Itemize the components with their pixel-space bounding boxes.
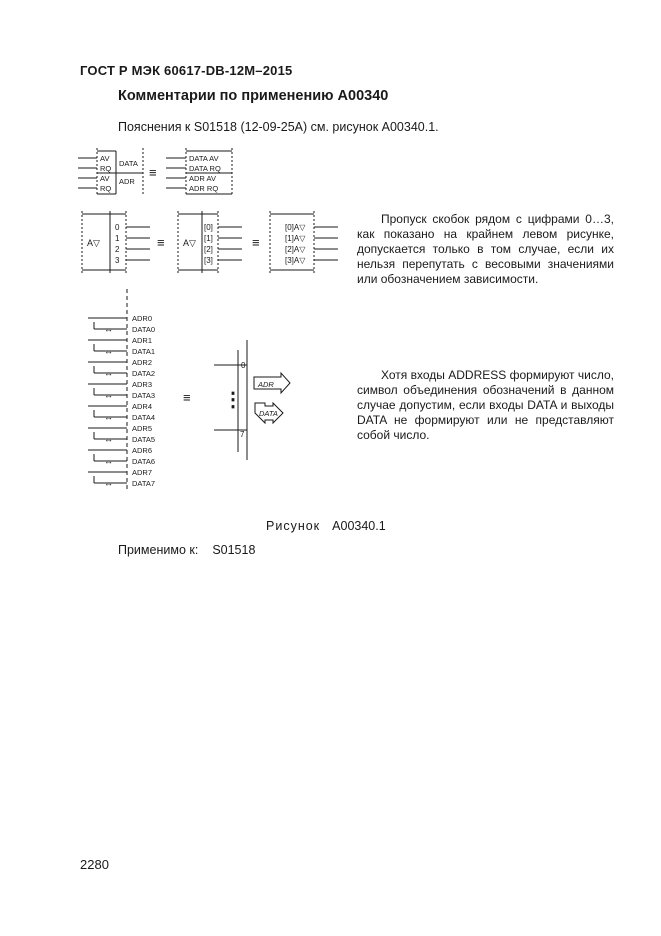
pin-label: ADR2	[132, 358, 153, 367]
bidirectional-arrow-icon: ↔	[104, 412, 113, 422]
pin-label: DATA2	[132, 369, 156, 378]
data-arrow-label: DATA	[259, 409, 278, 418]
d1-left-label: AV	[100, 174, 110, 183]
adr-arrow-label: ADR	[258, 380, 274, 389]
pin-label: ADR3	[132, 380, 153, 389]
d2-bracket-number: [1]	[204, 234, 213, 243]
bidirectional-arrow-icon: ↔	[104, 390, 113, 400]
bidirectional-arrow-icon: ↔	[104, 478, 113, 488]
pin-label: ADR7	[132, 468, 153, 477]
pin-label: ADR4	[132, 402, 153, 411]
bidirectional-arrow-icon: ↔	[104, 324, 113, 334]
figure-caption	[266, 519, 386, 533]
d2-suffixed-output: [1]A▽	[285, 234, 306, 243]
bidirectional-arrow-icon: ↔	[104, 456, 113, 466]
applies-label: Применимо к:	[118, 543, 199, 557]
d1-left-label: AV	[100, 154, 110, 163]
d1-left-label: RQ	[100, 164, 112, 173]
d2-number: 2	[115, 245, 120, 254]
standard-header: ГОСТ Р МЭК 60617-DB-12M–2015	[80, 63, 293, 78]
section-title: Комментарии по применению А00340	[118, 88, 389, 104]
d3-bus-first: 0	[241, 361, 246, 370]
d1-group-label: ADR	[119, 177, 135, 186]
explanation-paragraph-2: Хотя входы ADDRESS формируют число, символ объединения обозначений в данном случае допустим, если входы DATA и выходы DATA не формируют или не представляют собой число.	[357, 368, 614, 442]
d2-bracket-number: [0]	[204, 223, 213, 232]
pin-label: DATA0	[132, 325, 156, 334]
d3-bus-last: 7	[240, 430, 245, 439]
figure-number: А00340.1	[332, 519, 386, 533]
explanation-paragraph-1: Пропуск скобок рядом с цифрами 0…3, как показано на крайнем левом рисунке, допускается только в том случае, если их нельзя перепутать с весовыми значениями или обозначением зависимости.	[357, 212, 614, 286]
d1-right-label: DATA RQ	[189, 164, 221, 173]
d1-left-label: RQ	[100, 184, 112, 193]
pin-label: DATA6	[132, 457, 156, 466]
page-number: 2280	[80, 857, 109, 872]
d2-prefix: A▽	[183, 238, 196, 248]
pin-label: ADR1	[132, 336, 153, 345]
d2-suffixed-output: [3]A▽	[285, 256, 306, 265]
d2-bracket-number: [3]	[204, 256, 213, 265]
applies-to	[118, 543, 255, 557]
d2-suffixed-output: [2]A▽	[285, 245, 306, 254]
figure-label: Рисунок	[266, 519, 321, 533]
d2-equivalence: ≡	[252, 235, 260, 250]
pin-label: DATA3	[132, 391, 156, 400]
pin-label: ADR0	[132, 314, 153, 323]
bidirectional-arrow-icon: ↔	[104, 368, 113, 378]
d1-right-label: ADR AV	[189, 174, 216, 183]
pin-label: DATA4	[132, 413, 156, 422]
pin-label: ADR6	[132, 446, 153, 455]
pin-label: DATA5	[132, 435, 156, 444]
d2-suffixed-output: [0]A▽	[285, 223, 306, 232]
d3-equivalence: ≡	[183, 390, 191, 405]
intro-text: Пояснения к S01518 (12-09-25А) см. рисунок А00340.1.	[118, 120, 439, 134]
d2-bracket-number: [2]	[204, 245, 213, 254]
d2-number: 1	[115, 234, 120, 243]
bidirectional-arrow-icon: ↔	[104, 346, 113, 356]
d3-continuation-dots: ⋮	[223, 389, 243, 411]
pin-label: DATA1	[132, 347, 156, 356]
d2-equivalence: ≡	[157, 235, 165, 250]
bidirectional-arrow-icon: ↔	[104, 434, 113, 444]
d1-group-label: DATA	[119, 159, 138, 168]
d1-right-label: DATA AV	[189, 154, 219, 163]
d1-right-label: ADR RQ	[189, 184, 219, 193]
pin-label: ADR5	[132, 424, 153, 433]
d2-number: 3	[115, 256, 120, 265]
d2-number: 0	[115, 223, 120, 232]
pin-label: DATA7	[132, 479, 156, 488]
d2-prefix: A▽	[87, 238, 100, 248]
d1-equivalence: ≡	[149, 165, 157, 180]
applies-value: S01518	[212, 543, 256, 557]
